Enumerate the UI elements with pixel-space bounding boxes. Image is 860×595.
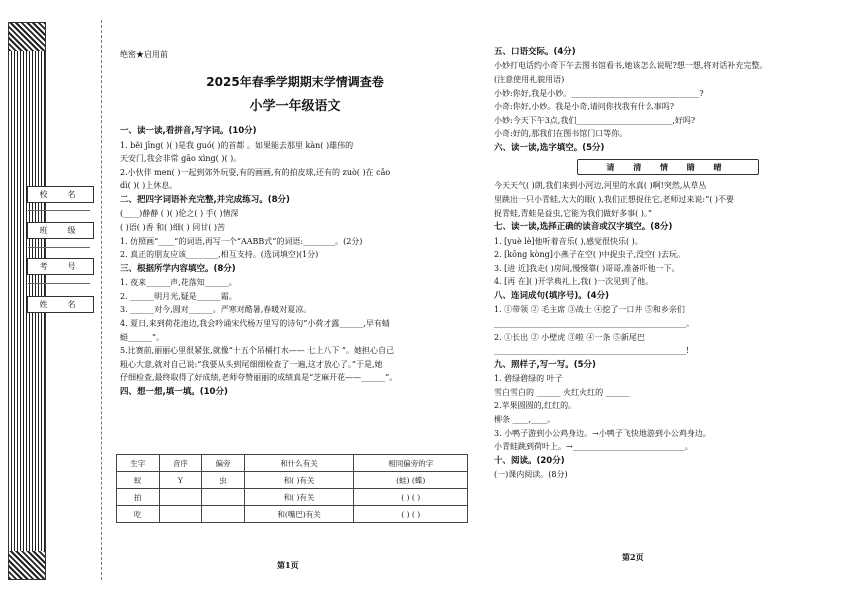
question-line: 1. 碧绿碧绿的 叶子	[494, 374, 563, 384]
question-line: 捉青蛙,青蛙是益虫,它能为我们做好多事( )。”	[494, 208, 652, 218]
question-line: 蜓______”。	[120, 332, 165, 342]
dialogue-line: 小奇:好的,那我们在图书馆门口等你。	[494, 129, 628, 139]
table-row	[117, 472, 468, 489]
page-1-number: 第1页	[277, 560, 299, 570]
hatch-top	[9, 23, 45, 51]
question-line: 柳条 ____,____。	[494, 415, 556, 425]
question-line: 1. 仿照画“____”的词语,再写一个“AABB式”的词语:________。(2分)	[120, 236, 363, 246]
question-line: (____)静静 ( )( )伦之( ) 手( )情深	[120, 209, 239, 219]
section-3-heading: 三、根据所学内容填空。(8分)	[120, 263, 236, 274]
secret-label: 绝密★启用前	[120, 50, 168, 59]
table-cell: (蛙) (蝶)	[354, 472, 468, 489]
class-field: 班 级	[27, 222, 94, 239]
question-line: 粗心大意,就对自己说:“我要从头到尾细细检查了一遍,这才放心了。”于是,她	[120, 359, 383, 369]
dialogue-line: 小妙:今天下午3点,我们________________________,好吗?	[494, 115, 696, 125]
section-7-heading: 七、读一读,选择正确的读音或汉字填空。(8分)	[494, 222, 673, 233]
table-row	[117, 489, 468, 506]
section-1-heading: 一、读一读,看拼音,写字词。(10分)	[120, 126, 257, 137]
question-line: (注意使用礼貌用语)	[494, 75, 565, 85]
table-cell: Y	[159, 472, 202, 489]
question-line: 2. ______明月光,疑是______霜。	[120, 291, 237, 301]
section-9-heading: 九、照样子,写一写。(5分)	[494, 359, 596, 370]
question-line: 1. běi jīng( )( )是我 guó( )的首都 。如果能去那里 kàn( )雄伟的	[120, 140, 354, 150]
section-8-heading: 八、连词成句(填序号)。(4分)	[494, 291, 609, 302]
exam-number-line	[28, 283, 90, 284]
class-line	[28, 247, 90, 248]
character-table	[116, 454, 468, 523]
question-line: 3. 小鸭子游到小公鸡身边。→小鸭子飞快地游到小公鸡身边。	[494, 428, 711, 438]
exam-subtitle: 小学一年级语文	[249, 98, 341, 114]
table-cell	[202, 506, 245, 523]
section-2-heading: 二、把四字词语补充完整,并完成练习。(8分)	[120, 194, 290, 205]
table-header: 和什么有关	[244, 455, 354, 472]
table-cell	[202, 489, 245, 506]
exam-number-field: 考 号	[27, 258, 94, 275]
table-cell	[159, 506, 202, 523]
word-choice-box: 请 清 情 睛 晴	[577, 159, 759, 175]
question-line: 1. [yuè lè]他听着音乐( ),感觉很快乐( )。	[494, 236, 643, 246]
question-line: 5.比赛前,丽丽心里很紧张,就像“十五个吊桶打水—— 七上八下 ”。她担心自己	[120, 346, 394, 356]
page-1	[120, 48, 470, 399]
answer-line: ________________________________________________!	[494, 346, 690, 356]
answer-line: ________________________________________________。	[494, 319, 694, 329]
table-header: 偏旁	[202, 455, 245, 472]
question-line: 小妙打电话约小奇下午去图书馆看书,她该怎么说呢?想一想,将对话补充完整。	[494, 61, 768, 71]
question-line: 4. [再 在]( )开学典礼上,我( )一次见到了他。	[494, 277, 654, 287]
hatch-bottom	[9, 551, 45, 579]
dialogue-line: 小妙:你好,我是小妙。________________________________?	[494, 88, 704, 98]
table-header: 音序	[159, 455, 202, 472]
school-line	[28, 210, 90, 211]
question-line: 2. [kōng kòng]小燕子在空( )中捉虫子,没空( )去玩。	[494, 250, 685, 260]
question-line: 2.苹果圆圆的,红红的。	[494, 401, 577, 411]
question-line: 里跳出一只小青蛙,大大的眼( ),我们正想捉住它,老师过来说:“( )不要	[494, 195, 734, 205]
section-10-heading: 十、阅读。(20分)	[494, 455, 565, 466]
question-line: 仔细检查,最终取得了好成绩,老师夸赞丽丽的成绩真是“芝麻开花——______”。	[120, 373, 398, 383]
table-header: 相同偏旁的字	[354, 455, 468, 472]
question-line: 2.小伙伴 men( )一起到郊外玩耍,有的画画,有的拍皮球,还有的 zuò( )在 cǎo	[120, 167, 391, 177]
question-line: 2. ①长出 ② 小壁虎 ③啦 ④一条 ⑤新尾巴	[494, 332, 645, 342]
table-cell: 和( )有关	[244, 472, 354, 489]
section-4-heading: 四、想一想,填一填。(10分)	[120, 386, 228, 397]
page-2-number: 第2页	[622, 552, 644, 562]
table-row	[117, 506, 468, 523]
question-line: 今天天气( )朗,我们来到小河边,河里的水真( )啊!突然,从草丛	[494, 181, 707, 191]
question-line: 2. 真正的朋友应该________,相互支持。(选词填空)(1分)	[120, 250, 319, 260]
question-line: 3. ______对今,圆对______。严寒对酷暑,春暖对夏凉。	[120, 305, 312, 315]
table-cell: ( ) ( )	[354, 506, 468, 523]
table-header-row	[117, 455, 468, 472]
table-cell: 吃	[117, 506, 160, 523]
question-line: 1. 夜来______声,花落知______。	[120, 278, 237, 288]
question-line: 雪白雪白的 ______ 火红火红的 ______	[494, 387, 630, 397]
name-field: 姓 名	[27, 296, 94, 313]
question-line: 小青蛙跳到荷叶上。→____________________________。	[494, 442, 693, 452]
question-line: 3. [进 近]我走( )房间,慢慢靠( )哥哥,准备吓他一下。	[494, 263, 680, 273]
table-cell	[159, 489, 202, 506]
dialogue-line: 小奇:你好,小妙。我是小奇,请问你找我有什么事吗?	[494, 102, 675, 112]
question-line: dì( )( )上休息。	[120, 181, 178, 191]
question-line: (一)课内阅读。(8分)	[494, 470, 568, 480]
question-line: 4. 夏日,来到荷花池边,我会吟诵宋代杨万里写的诗句“小荷才露______,早有蜻	[120, 318, 390, 328]
exam-title: 2025年春季学期期末学情调查卷	[206, 74, 384, 89]
table-header: 生字	[117, 455, 160, 472]
question-line: 天安门,我会非常 gāo xìng( )( )。	[120, 154, 242, 164]
section-6-heading: 六、读一读,选字填空。(5分)	[494, 143, 605, 153]
section-5-heading: 五、口语交际。(4分)	[494, 47, 576, 57]
table-cell: ( ) ( )	[354, 489, 468, 506]
school-field: 校 名	[27, 186, 94, 203]
table-cell: 虫	[202, 472, 245, 489]
table-cell: 和( )有关	[244, 489, 354, 506]
table-cell: 和(嘴巴)有关	[244, 506, 354, 523]
table-cell: 蚁	[117, 472, 160, 489]
question-line: ( )语( )香 和( )细( ) 同甘( )苦	[120, 222, 226, 232]
question-line: 1. ①带领 ② 毛主席 ③战士 ④挖了一口井 ⑤和乡亲们	[494, 305, 685, 315]
cut-line	[101, 20, 102, 580]
page-2	[494, 45, 842, 482]
table-cell: 拍	[117, 489, 160, 506]
